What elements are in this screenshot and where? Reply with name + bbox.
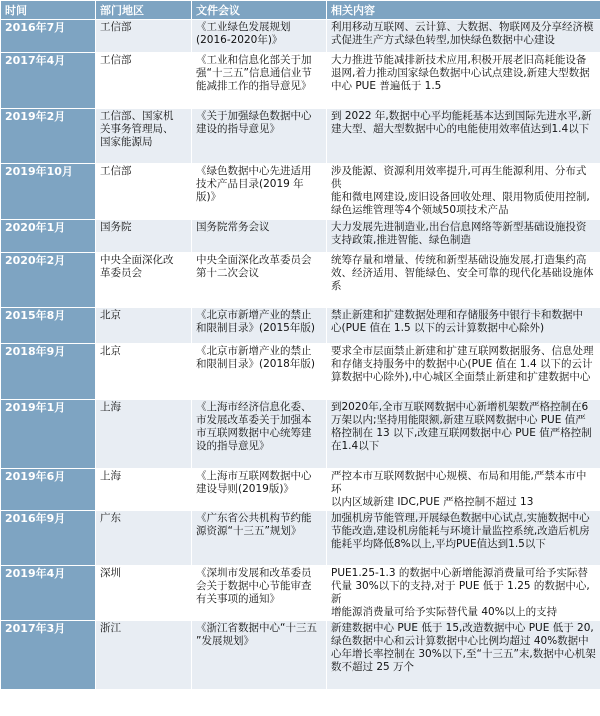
table-row (1, 109, 600, 164)
cell-content: 要求全市层面禁止新建和扩建互联网数据服务、信息处理 和存储支持服务中的数据中心(PUE 值在 1.4 以下的云计 算数据中心除外),中心城区全面禁止新建和扩建数据中心 (327, 344, 600, 400)
cell-time: 2020年2月 (1, 253, 96, 308)
table-row (1, 308, 600, 344)
cell-content: 统筹存量和增量、传统和新型基础设施发展,打造集约高 效、经济适用、智能绿色、安全可靠的现代化基础设施体 系 (327, 253, 600, 308)
cell-department: 工信部 (96, 53, 192, 109)
cell-document: 《北京市新增产业的禁止 和限制目录》(2015年版) (192, 308, 327, 344)
cell-time: 2017年4月 (1, 53, 96, 109)
cell-content: 禁止新建和扩建数据处理和存储服务中银行卡和数据中 心(PUE 值在 1.5 以下的云计算数据中心除外) (327, 308, 600, 344)
cell-department: 北京 (96, 308, 192, 344)
header-department: 部门地区 (96, 1, 192, 20)
cell-content: 到2020年,全市互联网数据中心新增机架数严格控制在6 万架以内;坚持用能限额,新建互联网数据中心 PUE 值严 格控制在 13 以下,改建互联网数据中心 PUE 值严格控制 在1.4以下 (327, 400, 600, 469)
header-document: 文件会议 (192, 1, 327, 20)
cell-time: 2018年9月 (1, 344, 96, 400)
table-header (1, 1, 600, 20)
table-row (1, 400, 600, 469)
cell-time: 2015年8月 (1, 308, 96, 344)
cell-department: 浙江 (96, 621, 192, 690)
cell-time: 2019年4月 (1, 566, 96, 621)
cell-time: 2016年9月 (1, 511, 96, 566)
table-row (1, 53, 600, 109)
cell-document: 《上海市互联网数据中心 建设导则(2019版)》 (192, 469, 327, 511)
cell-department: 工信部 (96, 164, 192, 220)
table-row (1, 621, 600, 690)
cell-document: 《浙江省数据中心“十三五 ”发展规划》 (192, 621, 327, 690)
table-row (1, 344, 600, 400)
cell-content: 到 2022 年,数据中心平均能耗基本达到国际先进水平,新 建大型、超大型数据中心的电能使用效率值达到1.4以下 (327, 109, 600, 164)
table-row (1, 220, 600, 253)
cell-time: 2019年1月 (1, 400, 96, 469)
cell-document: 《关于加强绿色数据中心 建设的指导意见》 (192, 109, 327, 164)
table-row (1, 164, 600, 220)
cell-content: PUE1.25-1.3 的数据中心新增能源消费量可给予实际替 代量 30%以下的支持,对于 PUE 低于 1.25 的数据中心,新 增能源消费量可给予实际替代量 40%以上的支持 (327, 566, 600, 621)
table-row (1, 511, 600, 566)
cell-department: 上海 (96, 400, 192, 469)
cell-department: 深圳 (96, 566, 192, 621)
table-body (1, 20, 600, 690)
cell-document: 《深圳市发展和改革委员 会关于数据中心节能审查 有关事项的通知》 (192, 566, 327, 621)
cell-time: 2017年3月 (1, 621, 96, 690)
cell-document: 《绿色数据中心先进适用 技术产品目录(2019 年 版)》 (192, 164, 327, 220)
cell-department: 工信部 (96, 20, 192, 53)
table-row (1, 566, 600, 621)
cell-department: 北京 (96, 344, 192, 400)
table-row (1, 20, 600, 53)
cell-document: 国务院常务会议 (192, 220, 327, 253)
cell-content: 大力推进节能减排新技术应用,积极开展老旧高耗能设备 退网,着力推动国家绿色数据中心试点建设,新建大型数据 中心 PUE 普遍低于 1.5 (327, 53, 600, 109)
cell-time: 2019年6月 (1, 469, 96, 511)
cell-department: 上海 (96, 469, 192, 511)
cell-document: 《工业和信息化部关于加 强“十三五”信息通信业节 能减排工作的指导意见》 (192, 53, 327, 109)
cell-time: 2016年7月 (1, 20, 96, 53)
table-row (1, 469, 600, 511)
table-row (1, 253, 600, 308)
cell-content: 利用移动互联网、云计算、大数据、物联网及分享经济模 式促进生产方式绿色转型,加快绿色数据中心建设 (327, 20, 600, 53)
cell-content: 严控本市互联网数据中心规模、布局和用能,严禁本市中环 以内区域新建 IDC,PUE 严格控制不超过 13 (327, 469, 600, 511)
cell-content: 新建数据中心 PUE 低于 15,改造数据中心 PUE 低于 20, 绿色数据中心和云计算数据中心比例均超过 40%数据中 心年增长率控制在 30%以下,至“十三五”末,数据中心机架 数不超过 25 万个 (327, 621, 600, 690)
header-row (1, 1, 600, 20)
cell-document: 《上海市经济信息化委、 市发展改革委关于加强本 市互联网数据中心统筹建 设的指导意见》 (192, 400, 327, 469)
cell-content: 涉及能源、资源利用效率提升,可再生能源利用、分布式供 能和微电网建设,废旧设备回收处理、限用物质使用控制, 绿色运维管理等4个领域50项技术产品 (327, 164, 600, 220)
cell-department: 工信部、国家机 关事务管理局、 国家能源局 (96, 109, 192, 164)
cell-time: 2019年2月 (1, 109, 96, 164)
cell-department: 中央全面深化改 革委员会 (96, 253, 192, 308)
cell-content: 加强机房节能管理,开展绿色数据中心试点,实施数据中心 节能改造,建设机房能耗与环境计量监控系统,改造后机房 能耗平均降低8%以上,平均PUE值达到1.5以下 (327, 511, 600, 566)
cell-time: 2020年1月 (1, 220, 96, 253)
cell-document: 《广东省公共机构节约能 源资源“十三五”规划》 (192, 511, 327, 566)
cell-document: 中央全面深化改革委员会 第十二次会议 (192, 253, 327, 308)
cell-department: 广东 (96, 511, 192, 566)
cell-document: 《北京市新增产业的禁止 和限制目录》(2018年版) (192, 344, 327, 400)
cell-time: 2019年10月 (1, 164, 96, 220)
cell-document: 《工业绿色发展规划 (2016-2020年)》 (192, 20, 327, 53)
cell-department: 国务院 (96, 220, 192, 253)
header-content: 相关内容 (327, 1, 600, 20)
header-time: 时间 (1, 1, 96, 20)
cell-content: 大力发展先进制造业,出台信息网络等新型基础设施投资 支持政策,推进智能、绿色制造 (327, 220, 600, 253)
